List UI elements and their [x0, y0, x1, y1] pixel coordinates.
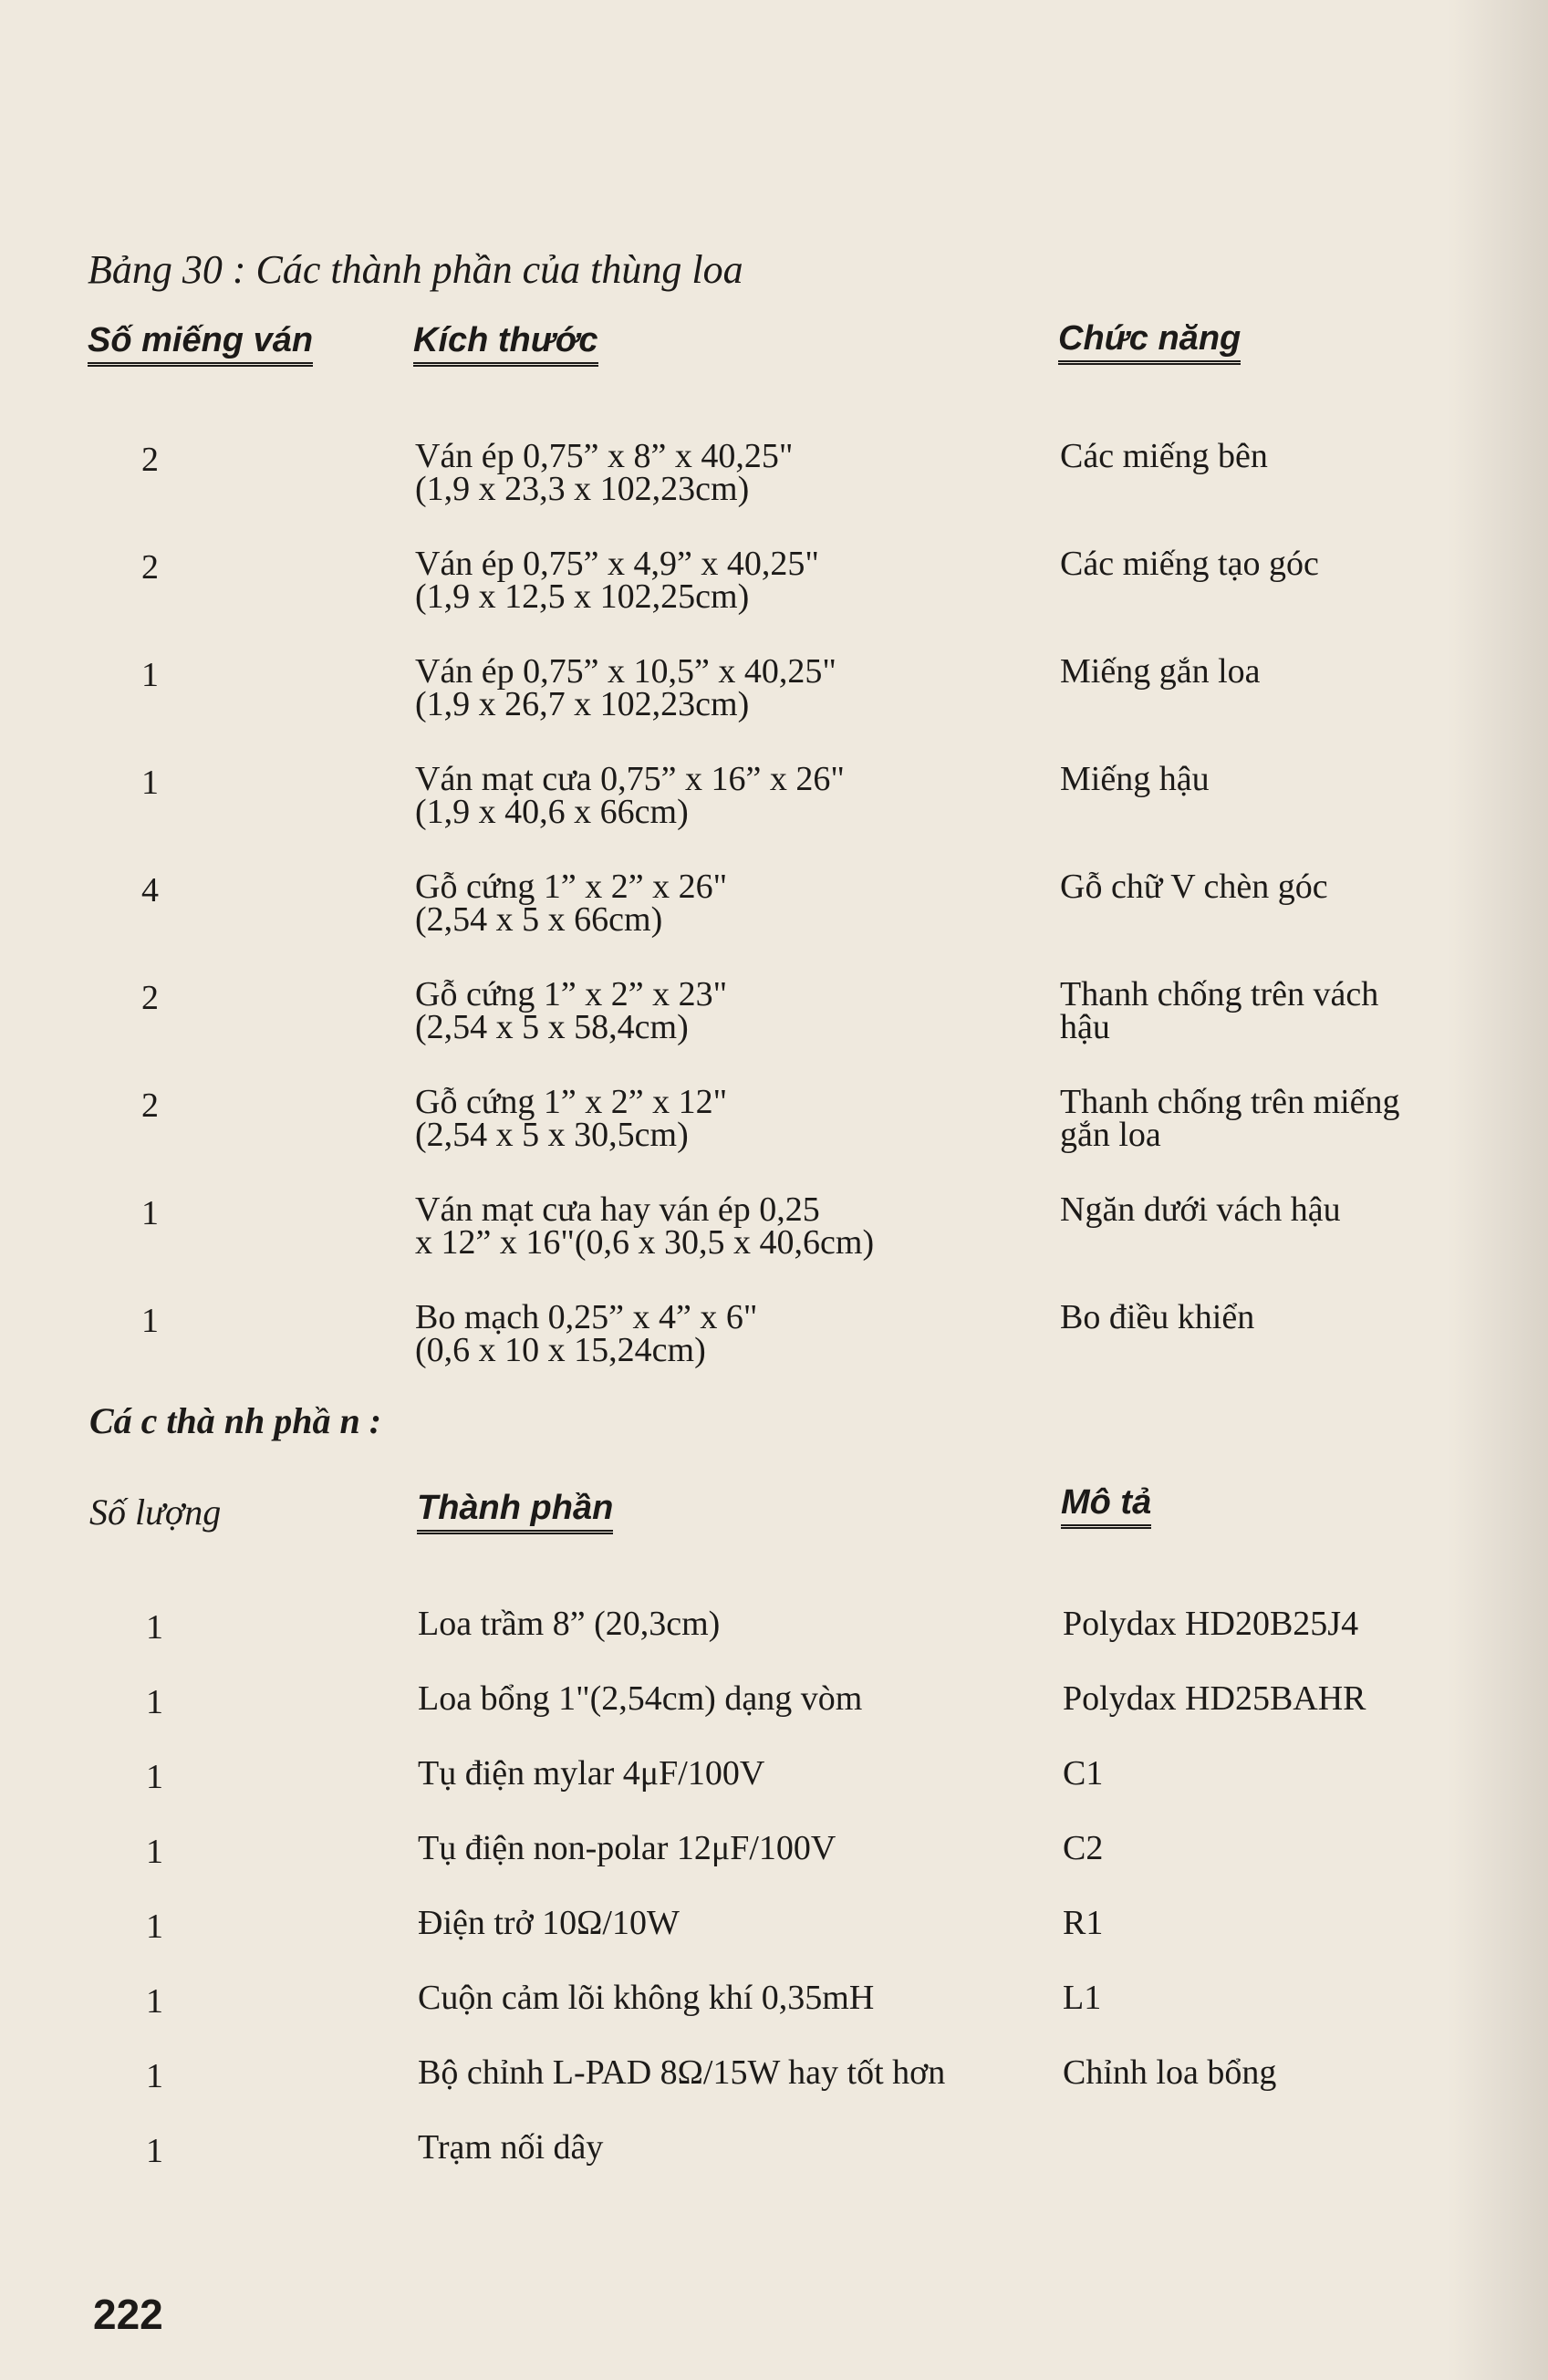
table2-row-description: L1 — [1063, 1979, 1102, 2017]
table1-row-size — [415, 975, 728, 1046]
page-edge-shadow — [1448, 0, 1548, 2380]
col-header-description: Mô tả — [1061, 1483, 1151, 1529]
table2-row-qty: 1 — [146, 1833, 163, 1871]
table1-row-size — [415, 437, 794, 508]
function-line-1: Thanh chống trên miếng — [1060, 1083, 1400, 1121]
table1-row-size — [415, 545, 819, 616]
table1-row-count: 4 — [141, 871, 159, 909]
table2-row-qty: 1 — [146, 1907, 163, 1946]
table2-row-qty: 1 — [146, 1608, 163, 1647]
col-header-size: Kích thước — [413, 321, 598, 367]
table2-row-description: C2 — [1063, 1829, 1104, 1867]
table2-row-description: R1 — [1063, 1904, 1104, 1942]
table2-row-component: Điện trở 10Ω/10W — [418, 1904, 680, 1942]
table1-row-count: 2 — [141, 1086, 159, 1125]
col-header-count: Số miếng ván — [88, 321, 313, 367]
components-section-title: Cá c thà nh phầ n : — [89, 1400, 382, 1441]
table2-row-qty: 1 — [146, 1683, 163, 1721]
table2-row-component: Loa bổng 1"(2,54cm) dạng vòm — [418, 1679, 863, 1718]
size-imperial: Ván mạt cưa 0,75” x 16” x 26" — [415, 760, 845, 798]
function-line-1: Bo điều khiển — [1060, 1298, 1255, 1336]
table1-row-size — [415, 652, 836, 723]
table2-row-component: Loa trầm 8” (20,3cm) — [418, 1605, 721, 1643]
table2-row-description: C1 — [1063, 1754, 1104, 1793]
table2-row-component: Tụ điện non-polar 12μF/100V — [418, 1829, 836, 1867]
table2-row-qty: 1 — [146, 1982, 163, 2021]
size-metric: (1,9 x 12,5 x 102,25cm) — [415, 577, 750, 616]
table1-row-count: 1 — [141, 1302, 159, 1340]
col-header-component: Thành phần — [417, 1489, 613, 1534]
size-imperial: Gỗ cứng 1” x 2” x 26" — [415, 868, 728, 906]
table1-row-function — [1060, 1083, 1400, 1154]
size-imperial: Gỗ cứng 1” x 2” x 23" — [415, 975, 728, 1013]
table1-row-function — [1060, 1190, 1341, 1229]
size-metric: (1,9 x 26,7 x 102,23cm) — [415, 685, 750, 723]
size-imperial: Ván ép 0,75” x 4,9” x 40,25" — [415, 545, 819, 583]
table1-row-count: 2 — [141, 441, 159, 479]
size-imperial: Ván ép 0,75” x 10,5” x 40,25" — [415, 652, 836, 691]
col-header-qty: Số lượng — [89, 1491, 222, 1533]
function-line-1: Miếng hậu — [1060, 760, 1210, 798]
size-metric: (2,54 x 5 x 66cm) — [415, 900, 663, 939]
table-title: Bảng 30 : Các thành phần của thùng loa — [88, 247, 743, 292]
function-line-2: gắn loa — [1060, 1116, 1161, 1154]
table1-row-count: 2 — [141, 548, 159, 587]
table1-row-size — [415, 760, 845, 831]
table2-row-qty: 1 — [146, 2057, 163, 2095]
table1-row-function — [1060, 975, 1379, 1046]
table1-row-size — [415, 868, 728, 939]
table1-row-count: 2 — [141, 979, 159, 1017]
table2-row-qty: 1 — [146, 1758, 163, 1796]
table1-row-function — [1060, 437, 1268, 475]
table1-row-count: 1 — [141, 656, 159, 694]
table2-row-description: Polydax HD20B25J4 — [1063, 1605, 1359, 1643]
size-imperial: Gỗ cứng 1” x 2” x 12" — [415, 1083, 728, 1121]
size-metric: (0,6 x 10 x 15,24cm) — [415, 1331, 706, 1369]
table1-row-function — [1060, 545, 1319, 583]
function-line-1: Ngăn dưới vách hậu — [1060, 1190, 1341, 1229]
size-metric: x 12” x 16"(0,6 x 30,5 x 40,6cm) — [415, 1223, 875, 1262]
table2-row-description: Polydax HD25BAHR — [1063, 1679, 1366, 1718]
table2-row-component: Trạm nối dây — [418, 2128, 604, 2167]
col-header-function: Chức năng — [1058, 319, 1241, 365]
size-metric: (1,9 x 23,3 x 102,23cm) — [415, 470, 750, 508]
table2-row-component: Bộ chỉnh L-PAD 8Ω/15W hay tốt hơn — [418, 2053, 946, 2092]
table1-row-count: 1 — [141, 764, 159, 802]
table2-row-component: Cuộn cảm lõi không khí 0,35mH — [418, 1979, 875, 2017]
table1-row-size — [415, 1298, 758, 1369]
function-line-1: Miếng gắn loa — [1060, 652, 1261, 691]
table1-row-function — [1060, 1298, 1255, 1336]
size-imperial: Ván ép 0,75” x 8” x 40,25" — [415, 437, 794, 475]
table2-row-qty: 1 — [146, 2132, 163, 2170]
table1-row-function — [1060, 652, 1261, 691]
size-metric: (1,9 x 40,6 x 66cm) — [415, 793, 689, 831]
function-line-1: Gỗ chữ V chèn góc — [1060, 868, 1328, 906]
table1-row-size — [415, 1083, 728, 1154]
table1-row-size — [415, 1190, 875, 1262]
size-metric: (2,54 x 5 x 30,5cm) — [415, 1116, 689, 1154]
size-metric: (2,54 x 5 x 58,4cm) — [415, 1008, 689, 1046]
table1-row-function — [1060, 760, 1210, 798]
table2-row-component: Tụ điện mylar 4μF/100V — [418, 1754, 765, 1793]
table1-row-function — [1060, 868, 1328, 906]
page-number: 222 — [93, 2291, 163, 2338]
size-imperial: Bo mạch 0,25” x 4” x 6" — [415, 1298, 758, 1336]
function-line-1: Các miếng tạo góc — [1060, 545, 1319, 583]
table2-row-description: Chỉnh loa bổng — [1063, 2053, 1277, 2092]
size-imperial: Ván mạt cưa hay ván ép 0,25 — [415, 1190, 820, 1229]
function-line-1: Thanh chống trên vách — [1060, 975, 1379, 1013]
function-line-2: hậu — [1060, 1008, 1110, 1046]
function-line-1: Các miếng bên — [1060, 437, 1268, 475]
table1-row-count: 1 — [141, 1194, 159, 1232]
